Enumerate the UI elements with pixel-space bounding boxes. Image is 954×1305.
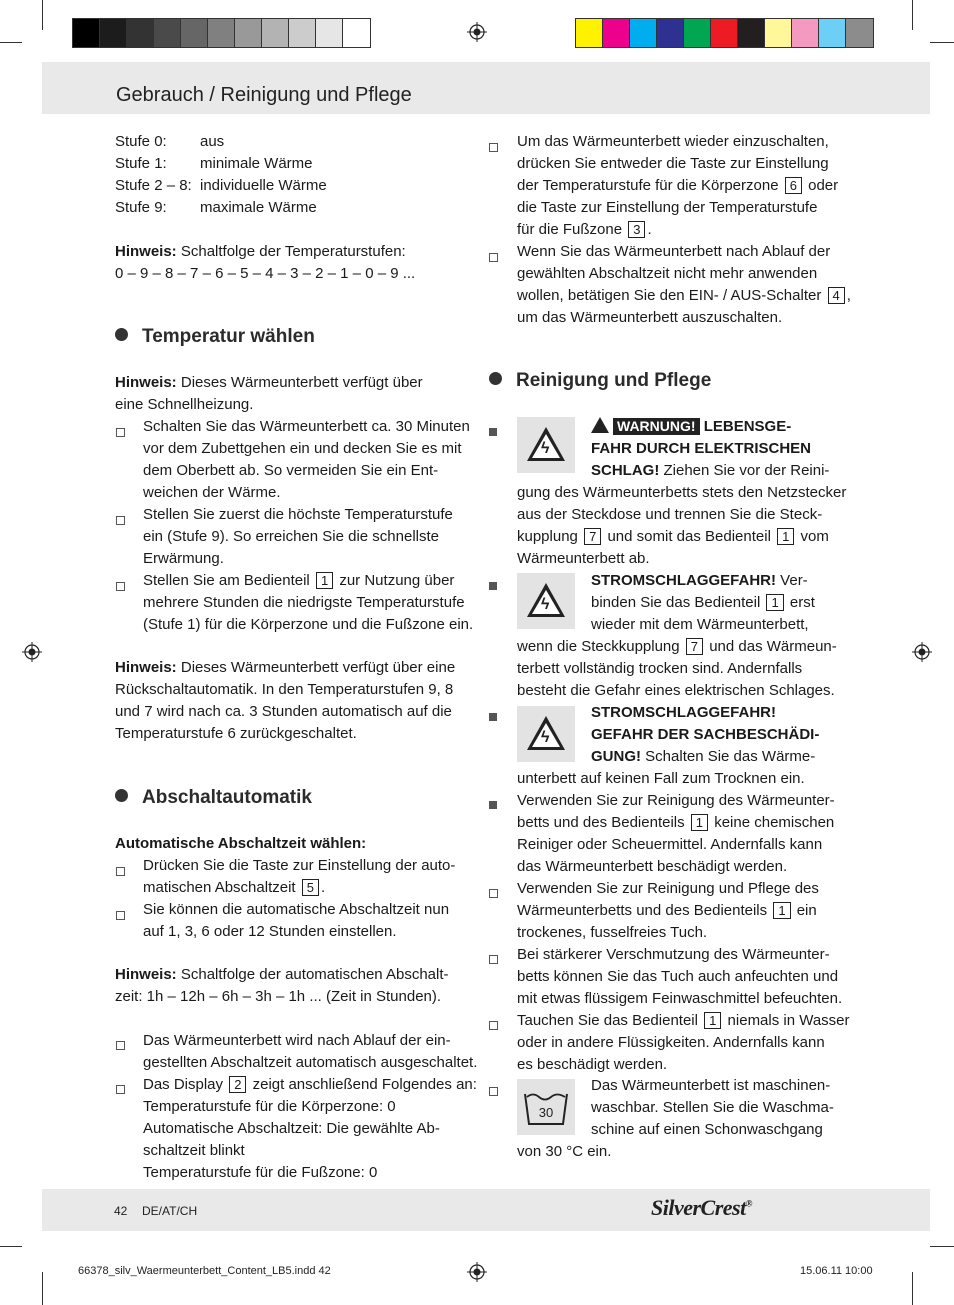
crop-mark [912, 0, 913, 30]
warning-text: gung des Wärmeunterbetts stets den Netzstecker [517, 484, 847, 501]
crop-mark [0, 42, 22, 43]
hint-text: Schaltfolge der automatischen Abschalt- [180, 966, 449, 983]
part-number: 5 [302, 879, 319, 896]
color-swatch [289, 19, 316, 47]
warning-badge: WARNUNG! [613, 418, 700, 435]
registration-mark-icon [912, 642, 932, 662]
level-value: aus [200, 133, 225, 150]
level-key: Stufe 1: [115, 155, 167, 172]
checkbox-bullet-icon [116, 516, 125, 525]
bullet-text: drücken Sie entweder die Taste zur Einstellung [517, 155, 829, 172]
bullet-text: Reiniger oder Scheuermittel. Andernfalls kann [517, 836, 823, 853]
bullet-text: die Taste zur Einstellung der Temperaturstufe [517, 199, 818, 216]
hint-line [115, 964, 449, 986]
color-swatch [630, 19, 657, 47]
bullet-text: wollen, betätigen Sie den EIN- / AUS-Schalter 4 , [517, 287, 851, 304]
gray-color-bar [72, 18, 371, 48]
bullet-text: waschbar. Stellen Sie die Waschma- [591, 1099, 834, 1116]
color-swatch [73, 19, 100, 47]
checkbox-bullet-icon [116, 867, 125, 876]
warning-text: GUNG! Schalten Sie das Wärme- [591, 748, 816, 765]
part-number: 1 [316, 572, 333, 589]
bullet-text: Um das Wärmeunterbett wieder einzuschalten, [517, 133, 829, 150]
bullet-text: gewählten Abschaltzeit nicht mehr anwenden [517, 265, 818, 282]
hint-label: Hinweis: [115, 966, 177, 983]
bullet-text: schaltzeit blinkt [143, 1142, 245, 1159]
file-slug: 66378_silv_Waermeunterbett_Content_LB5.indd 42 [78, 1265, 331, 1277]
bullet-text: das Wärmeunterbett beschädigt werden. [517, 858, 788, 875]
color-swatch [208, 19, 235, 47]
bullet-text: Drücken Sie die Taste zur Einstellung der auto- [143, 857, 456, 874]
hint-label: Hinweis: [115, 659, 177, 676]
hint-text: 0 – 9 – 8 – 7 – 6 – 5 – 4 – 3 – 2 – 1 – 0 – 9 ... [115, 265, 416, 282]
bullet-text: Wärmeunterbetts und des Bedienteils 1 ein [517, 902, 817, 919]
part-number: 1 [773, 902, 790, 919]
bullet-text: trockenes, fusselfreies Tuch. [517, 924, 708, 941]
checkbox-bullet-icon [116, 582, 125, 591]
subheading: Automatische Abschaltzeit wählen: [115, 835, 367, 852]
level-value: maximale Wärme [200, 199, 317, 216]
bullet-text: oder in andere Flüssigkeiten. Andernfalls kann [517, 1034, 825, 1051]
checkbox-bullet-icon [489, 1021, 498, 1030]
bullet-text: es beschädigt werden. [517, 1056, 668, 1073]
warning-text: kupplung 7 und somit das Bedienteil 1 vom [517, 528, 829, 545]
color-swatch [792, 19, 819, 47]
crop-mark [912, 1272, 913, 1305]
hint-text: Rückschaltautomatik. In den Temperaturstufen 9, 8 [115, 681, 454, 698]
level-key: Stufe 9: [115, 199, 167, 216]
registration-mark-icon [22, 642, 42, 662]
level-key: Stufe 2 – 8: [115, 177, 192, 194]
crop-mark [0, 1246, 22, 1247]
brand-logo: SilverCrest® [651, 1195, 752, 1220]
bullet-text: (Stufe 1) für die Körperzone und die Fußzone ein. [143, 616, 474, 633]
bullet-text: Bei stärkerer Verschmutzung des Wärmeunter- [517, 946, 830, 963]
crop-mark [42, 1272, 43, 1305]
warning-text: wenn die Steckkupplung 7 und das Wärmeun- [517, 638, 837, 655]
warning-text: terbett vollständig trocken sind. Andernfalls [517, 660, 803, 677]
bullet-text: der Temperaturstufe für die Körperzone 6 oder [517, 177, 839, 194]
color-swatch [154, 19, 181, 47]
warning-text: unterbett auf keinen Fall zum Trocknen ein. [517, 770, 805, 787]
bullet-text: Temperaturstufe für die Körperzone: 0 [143, 1098, 396, 1115]
hint-text: eine Schnellheizung. [115, 396, 254, 413]
checkbox-bullet-icon [489, 253, 498, 262]
part-number: 1 [777, 528, 794, 545]
checkbox-bullet-icon [489, 889, 498, 898]
section-heading-reinigung: Reinigung und Pflege [489, 370, 711, 392]
bullet-text: mehrere Stunden die niedrigste Temperaturstufe [143, 594, 465, 611]
checkbox-bullet-icon [116, 1041, 125, 1050]
color-swatch [181, 19, 208, 47]
part-number: 3 [628, 221, 645, 238]
bullet-text: auf 1, 3, 6 oder 12 Stunden einstellen. [143, 923, 397, 940]
electric-shock-warning-icon: ϟ [517, 706, 575, 762]
section-heading-abschaltautomatik: Abschaltautomatik [115, 787, 312, 809]
bullet-text: betts können Sie das Tuch auch anfeuchten und [517, 968, 839, 985]
registration-mark-icon [467, 22, 487, 42]
bullet-text: gestellten Abschaltzeit automatisch ausgeschaltet. [143, 1054, 478, 1071]
warning-triangle-icon [591, 417, 609, 433]
registration-mark-icon [467, 1262, 487, 1282]
hint-text: und 7 wird nach ca. 3 Stunden automatisch auf die [115, 703, 452, 720]
process-color-bar [575, 18, 874, 48]
bullet-text: mit etwas flüssigem Feinwaschmittel befeuchten. [517, 990, 843, 1007]
bullet-text: Verwenden Sie zur Reinigung des Wärmeunter- [517, 792, 835, 809]
bullet-text: matischen Abschaltzeit 5 . [143, 879, 326, 896]
hint-text: Dieses Wärmeunterbett verfügt über eine [180, 659, 456, 676]
color-swatch [343, 19, 370, 47]
hint-label: Hinweis: [115, 374, 177, 391]
level-value: minimale Wärme [200, 155, 313, 172]
color-swatch [235, 19, 262, 47]
bullet-text: um das Wärmeunterbett auszuschalten. [517, 309, 783, 326]
checkbox-bullet-icon [116, 1085, 125, 1094]
bullet-text: Stellen Sie am Bedienteil 1 zur Nutzung über [143, 572, 455, 589]
color-swatch [684, 19, 711, 47]
warning-text: besteht die Gefahr eines elektrischen Schlages. [517, 682, 835, 699]
part-number: 1 [691, 814, 708, 831]
crop-mark [930, 42, 954, 43]
bullet-text: ein (Stufe 9). So erreichen Sie die schnellste [143, 528, 439, 545]
warning-text: binden Sie das Bedienteil 1 erst [591, 594, 815, 611]
level-value: individuelle Wärme [200, 177, 327, 194]
hint-line [115, 657, 455, 679]
checkbox-bullet-icon [489, 1087, 498, 1096]
checkbox-bullet-icon [116, 428, 125, 437]
bullet-text: Stellen Sie zuerst die höchste Temperaturstufe [143, 506, 453, 523]
color-swatch [316, 19, 343, 47]
section-heading-temperatur: Temperatur wählen [115, 326, 315, 348]
bullet-text: weichen der Wärme. [143, 484, 281, 501]
bullet-text: Temperaturstufe für die Fußzone: 0 [143, 1164, 378, 1181]
svg-text:30: 30 [538, 1105, 554, 1120]
electric-shock-warning-icon: ϟ [517, 573, 575, 629]
bullet-text: schine auf einen Schonwaschgang [591, 1121, 823, 1138]
color-swatch [765, 19, 792, 47]
part-number: 2 [229, 1076, 246, 1093]
bullet-text: Tauchen Sie das Bedienteil 1 niemals in Wasser [517, 1012, 850, 1029]
checkbox-bullet-icon [489, 955, 498, 964]
hint-line [115, 372, 423, 394]
bullet-text: vor dem Zubettgehen ein und decken Sie es mit [143, 440, 462, 457]
color-swatch [603, 19, 630, 47]
bullet-dot-icon [115, 789, 128, 802]
bullet-text: für die Fußzone 3 . [517, 221, 652, 238]
square-bullet-icon [489, 428, 497, 436]
square-bullet-icon [489, 713, 497, 721]
bullet-text: betts und des Bedienteils 1 keine chemischen [517, 814, 835, 831]
bullet-text: Erwärmung. [143, 550, 224, 567]
hint-text: Schaltfolge der Temperaturstufen: [180, 243, 406, 260]
warning-text: Wärmeunterbett ab. [517, 550, 650, 567]
bullet-text: Automatische Abschaltzeit: Die gewählte Ab- [143, 1120, 440, 1137]
square-bullet-icon [489, 801, 497, 809]
warning-text: aus der Steckdose und trennen Sie die Steck- [517, 506, 823, 523]
bullet-text: Sie können die automatische Abschaltzeit nun [143, 901, 450, 918]
bullet-text: Das Wärmeunterbett ist maschinen- [591, 1077, 831, 1094]
warning-text: SCHLAG! Ziehen Sie vor der Reini- [591, 462, 830, 479]
wash-symbol-icon [517, 1079, 575, 1135]
crop-mark [930, 1246, 954, 1247]
electric-shock-warning-icon: ϟ [517, 417, 575, 473]
color-swatch [738, 19, 765, 47]
bullet-dot-icon [115, 328, 128, 341]
hint-text: Temperaturstufe 6 zurückgeschaltet. [115, 725, 357, 742]
hint-text: zeit: 1h – 12h – 6h – 3h – 1h ... (Zeit in Stunden). [115, 988, 442, 1005]
warning-text: STROMSCHLAGGEFAHR! [591, 704, 776, 721]
language-code: DE/AT/CH [142, 1204, 198, 1218]
date-slug: 15.06.11 10:00 [800, 1265, 873, 1277]
color-swatch [100, 19, 127, 47]
warning-text: WARNUNG! LEBENSGE- [591, 416, 791, 438]
part-number: 6 [785, 177, 802, 194]
square-bullet-icon [489, 582, 497, 590]
color-swatch [819, 19, 846, 47]
color-swatch [846, 19, 873, 47]
color-swatch [127, 19, 154, 47]
color-swatch [262, 19, 289, 47]
part-number: 4 [828, 287, 845, 304]
crop-mark [42, 0, 43, 30]
checkbox-bullet-icon [489, 143, 498, 152]
level-key: Stufe 0: [115, 133, 167, 150]
part-number: 1 [704, 1012, 721, 1029]
bullet-text: dem Oberbett ab. So vermeiden Sie ein Ent- [143, 462, 439, 479]
part-number: 7 [584, 528, 601, 545]
warning-text: STROMSCHLAGGEFAHR! Ver- [591, 572, 808, 589]
part-number: 1 [766, 594, 783, 611]
warning-text: FAHR DURCH ELEKTRISCHEN [591, 440, 812, 457]
bullet-text: Verwenden Sie zur Reinigung und Pflege des [517, 880, 819, 897]
bullet-text: Das Wärmeunterbett wird nach Ablauf der ein- [143, 1032, 451, 1049]
bullet-text: von 30 °C ein. [517, 1143, 612, 1160]
color-swatch [657, 19, 684, 47]
color-swatch [576, 19, 603, 47]
warning-text: GEFAHR DER SACHBESCHÄDI- [591, 726, 820, 743]
hint-label: Hinweis: [115, 243, 177, 260]
warning-text: wieder mit dem Wärmeunterbett, [591, 616, 809, 633]
page-number: 42 [114, 1204, 128, 1218]
bullet-text: Schalten Sie das Wärmeunterbett ca. 30 Minuten [143, 418, 470, 435]
bullet-dot-icon [489, 372, 502, 385]
part-number: 7 [686, 638, 703, 655]
hint-text: Dieses Wärmeunterbett verfügt über [180, 374, 423, 391]
checkbox-bullet-icon [116, 911, 125, 920]
bullet-text: Das Display 2 zeigt anschließend Folgendes an: [143, 1076, 477, 1093]
color-swatch [711, 19, 738, 47]
page-title: Gebrauch / Reinigung und Pflege [116, 84, 412, 106]
bullet-text: Wenn Sie das Wärmeunterbett nach Ablauf der [517, 243, 831, 260]
hint-line [115, 241, 406, 263]
